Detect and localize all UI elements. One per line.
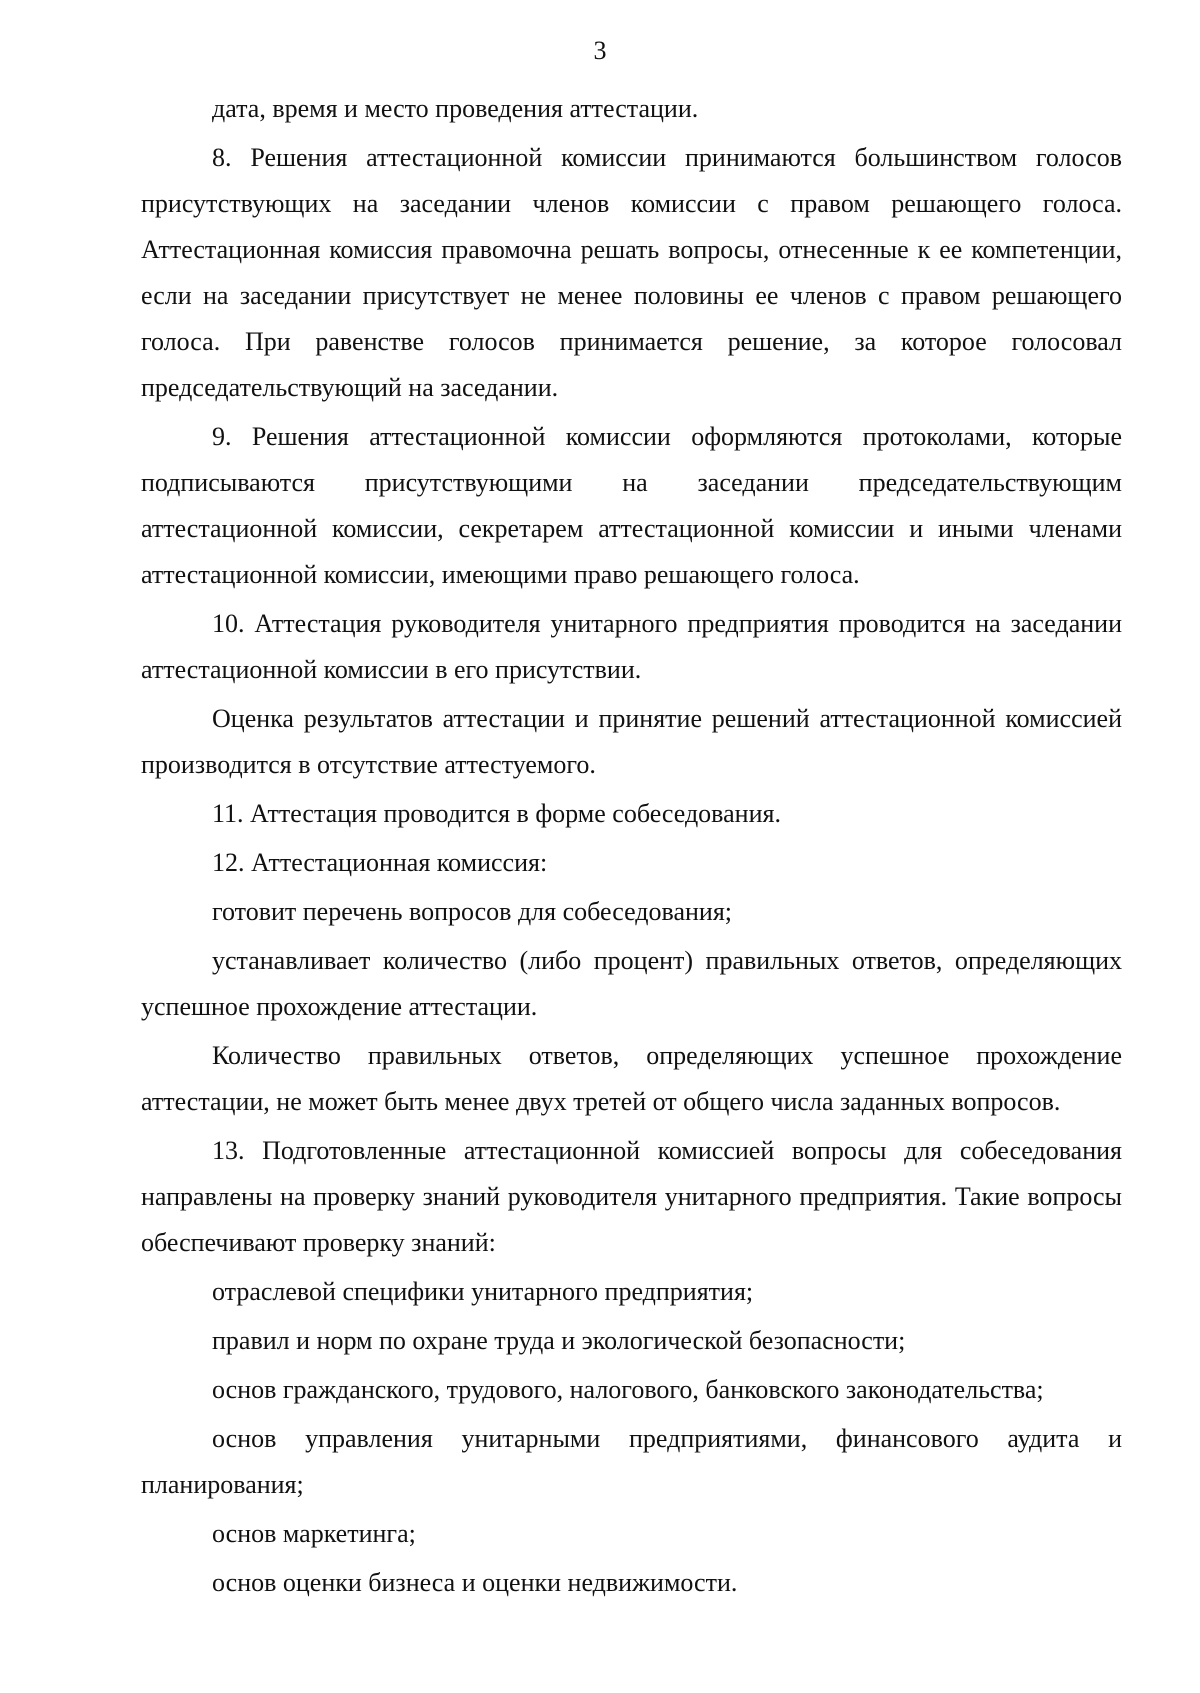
list-item-management-audit: основ управления унитарными предприятиями, финансового аудита и планирования; <box>141 1424 1122 1499</box>
list-item-marketing: основ маркетинга; <box>212 1519 416 1548</box>
paragraph-assessment-evaluation: Оценка результатов аттестации и принятие решений аттестационной комиссией производится в отсутствие аттестуемого. <box>141 704 1122 779</box>
list-item-labor-safety: правил и норм по охране труда и экологической безопасности; <box>212 1326 906 1355</box>
paragraph-clause-11: 11. Аттестация проводится в форме собеседования. <box>212 799 781 828</box>
paragraph-clause-10: 10. Аттестация руководителя унитарного предприятия проводится на заседании аттестационной комиссии в его присутствии. <box>141 609 1122 684</box>
paragraph-item-list-continuation: дата, время и место проведения аттестации. <box>212 94 699 123</box>
paragraph-correct-answer-threshold: Количество правильных ответов, определяющих успешное прохождение аттестации, не может быть менее двух третей от общего числа заданных вопросов. <box>141 1041 1122 1116</box>
list-item-set-correct-answers: устанавливает количество (либо процент) правильных ответов, определяющих успешное прохождение аттестации. <box>141 946 1122 1021</box>
paragraph-clause-12: 12. Аттестационная комиссия: <box>212 848 548 877</box>
list-item-prepare-questions: готовит перечень вопросов для собеседования; <box>212 897 732 926</box>
list-item-legislation: основ гражданского, трудового, налогового, банковского законодательства; <box>212 1375 1044 1404</box>
list-item-industry-specifics: отраслевой специфики унитарного предприятия; <box>212 1277 754 1306</box>
page-number: 3 <box>593 36 607 65</box>
paragraph-clause-9: 9. Решения аттестационной комиссии оформляются протоколами, которые подписываются присутствующими на заседании председательствующим аттестационной комиссии, секретарем аттестационной комиссии и иными членами аттестационной комиссии, имеющими право решающего голоса. <box>141 422 1122 589</box>
paragraph-clause-13: 13. Подготовленные аттестационной комиссией вопросы для собеседования направлены на проверку знаний руководителя унитарного предприятия. Такие вопросы обеспечивают проверку знаний: <box>141 1136 1122 1257</box>
paragraph-clause-8: 8. Решения аттестационной комиссии принимаются большинством голосов присутствующих на заседании членов комиссии с правом решающего голоса. Аттестационная комиссия правомочна решать вопросы, отнесенные к ее компетенции, если на заседании присутствует не менее половины ее членов с правом решающего голоса. При равенстве голосов принимается решение, за которое голосовал председательствующий на заседании. <box>141 143 1122 402</box>
document-body <box>141 86 1122 1606</box>
list-item-business-valuation: основ оценки бизнеса и оценки недвижимости. <box>212 1568 738 1597</box>
